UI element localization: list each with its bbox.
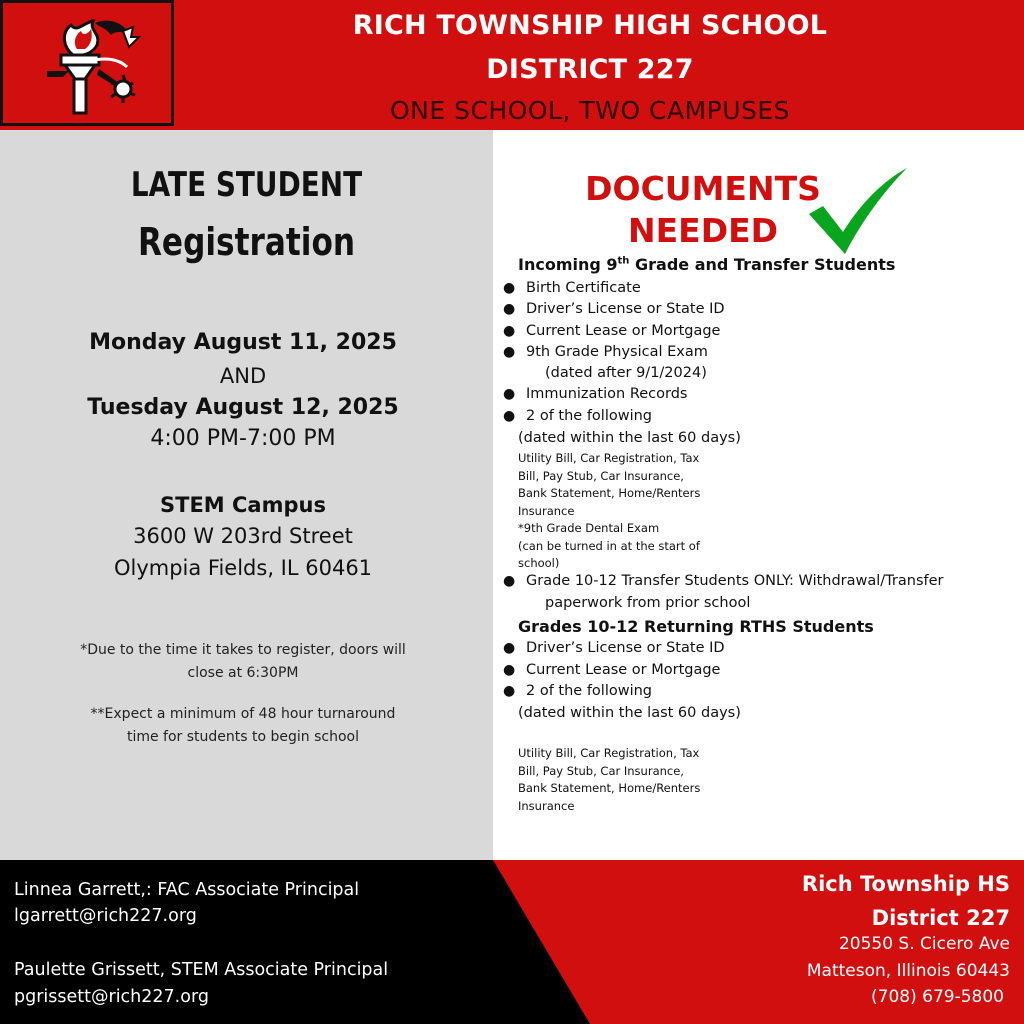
small-text-line: Bank Statement, Home/Renters bbox=[518, 486, 701, 500]
date-monday: Monday August 11, 2025 bbox=[89, 330, 397, 355]
documents-panel bbox=[493, 130, 1024, 860]
note-line: close at 6:30PM bbox=[187, 665, 299, 681]
list-item bbox=[503, 301, 725, 317]
list-item bbox=[503, 662, 721, 678]
list-item bbox=[503, 640, 725, 656]
contact-email-garrett[interactable]: lgarrett@rich227.org bbox=[14, 906, 197, 926]
campus-city: Olympia Fields, IL 60461 bbox=[113, 556, 373, 580]
school-tagline: ONE SCHOOL, TWO CAMPUSES bbox=[389, 96, 791, 125]
documents-title-line: DOCUMENTS bbox=[585, 169, 821, 208]
list-item bbox=[503, 280, 641, 296]
small-text-line: Utility Bill, Car Registration, Tax bbox=[518, 746, 700, 760]
bullet-icon: ● bbox=[503, 344, 516, 360]
and-text: AND bbox=[219, 364, 267, 388]
bullet-icon: ● bbox=[503, 640, 516, 656]
list-item-text: Driver’s License or State ID bbox=[526, 640, 725, 656]
footer-street: 20550 S. Cicero Ave bbox=[838, 934, 1010, 954]
list-item-text: Current Lease or Mortgage bbox=[526, 323, 721, 339]
list-item-text: 2 of the following bbox=[526, 408, 653, 424]
small-text-line: Insurance bbox=[518, 503, 575, 518]
turnaround-note bbox=[40, 703, 446, 749]
list-item-text: 9th Grade Physical Exam bbox=[526, 344, 708, 360]
list-item bbox=[503, 683, 653, 699]
footer-city: Matteson, Illinois 60443 bbox=[806, 961, 1010, 981]
registration-info-panel bbox=[0, 130, 493, 860]
late-student-title: LATE STUDENT bbox=[130, 165, 363, 205]
dated-note: (dated within the last 60 days) bbox=[518, 705, 741, 721]
list-item bbox=[503, 408, 653, 424]
school-name: RICH TOWNSHIP HIGH SCHOOL bbox=[352, 10, 828, 41]
heading-superscript: th bbox=[617, 255, 630, 267]
list-item-text: Driver’s License or State ID bbox=[526, 301, 725, 317]
doors-close-note bbox=[40, 639, 446, 685]
dated-note: (dated within the last 60 days) bbox=[518, 430, 741, 446]
bullet-icon: ● bbox=[503, 323, 516, 339]
header-banner bbox=[0, 0, 1024, 130]
registration-title: Registration bbox=[137, 220, 356, 264]
school-logo bbox=[0, 0, 174, 126]
small-text-line: (can be turned in at the start of bbox=[518, 538, 700, 553]
bullet-icon: ● bbox=[503, 408, 516, 424]
list-item-continuation: (dated after 9/1/2024) bbox=[545, 365, 707, 381]
bullet-icon: ● bbox=[503, 662, 516, 678]
small-text-line: Bill, Pay Stub, Car Insurance, bbox=[518, 763, 684, 778]
small-text-line: Bill, Pay Stub, Car Insurance, bbox=[518, 468, 684, 483]
list-item-continuation: paperwork from prior school bbox=[545, 595, 751, 611]
contact-name-garrett: Linnea Garrett,: FAC Associate Principal bbox=[14, 880, 360, 900]
incoming-students-heading bbox=[518, 255, 895, 274]
returning-students-heading: Grades 10-12 Returning RTHS Students bbox=[518, 617, 874, 636]
footer-district-name: District 227 bbox=[871, 906, 1010, 930]
footer-org-name: Rich Township HS bbox=[801, 872, 1010, 896]
note-line: time for students to begin school bbox=[126, 729, 360, 745]
bullet-icon: ● bbox=[503, 280, 516, 296]
heading-text: Incoming 9 bbox=[518, 255, 618, 274]
bullet-icon: ● bbox=[503, 683, 516, 699]
list-item-text: 2 of the following bbox=[526, 683, 653, 699]
campus-street: 3600 W 203rd Street bbox=[133, 524, 353, 548]
bullet-icon: ● bbox=[503, 573, 516, 589]
note-line: **Expect a minimum of 48 hour turnaround bbox=[90, 706, 396, 722]
small-text-line: Bank Statement, Home/Renters bbox=[518, 781, 701, 795]
footer-phone[interactable]: (708) 679-5800 bbox=[871, 987, 1004, 1007]
qualifying-documents-list bbox=[518, 745, 700, 815]
small-text-line: *9th Grade Dental Exam bbox=[518, 521, 660, 535]
list-item-text: Current Lease or Mortgage bbox=[526, 662, 721, 678]
contact-name-grissett: Paulette Grissett, STEM Associate Principal bbox=[14, 960, 389, 980]
date-tuesday: Tuesday August 12, 2025 bbox=[87, 395, 399, 420]
torch-crest-icon bbox=[39, 17, 143, 117]
list-item bbox=[503, 386, 688, 402]
documents-needed-title bbox=[573, 168, 833, 252]
list-item-text: Immunization Records bbox=[526, 386, 688, 402]
campus-name: STEM Campus bbox=[160, 493, 326, 517]
list-item-text: Grade 10-12 Transfer Students ONLY: Withdrawal/Transfer bbox=[526, 573, 944, 589]
small-text-line: school) bbox=[518, 556, 560, 570]
small-text-line: Utility Bill, Car Registration, Tax bbox=[518, 451, 700, 465]
bullet-icon: ● bbox=[503, 301, 516, 317]
list-item bbox=[503, 344, 708, 360]
list-item bbox=[503, 573, 944, 589]
needed-title-line: NEEDED bbox=[627, 211, 779, 250]
contact-email-grissett[interactable]: pgrissett@rich227.org bbox=[14, 987, 209, 1007]
checkmark-icon bbox=[805, 166, 909, 258]
time-range: 4:00 PM-7:00 PM bbox=[150, 426, 336, 451]
note-line: *Due to the time it takes to register, doors will bbox=[80, 642, 406, 658]
list-item-text: Birth Certificate bbox=[526, 280, 641, 296]
qualifying-documents-list bbox=[518, 450, 700, 573]
heading-text: Grade and Transfer Students bbox=[629, 255, 896, 274]
list-item bbox=[503, 323, 721, 339]
district-name: DISTRICT 227 bbox=[486, 54, 694, 85]
bullet-icon: ● bbox=[503, 386, 516, 402]
small-text-line: Insurance bbox=[518, 798, 575, 813]
